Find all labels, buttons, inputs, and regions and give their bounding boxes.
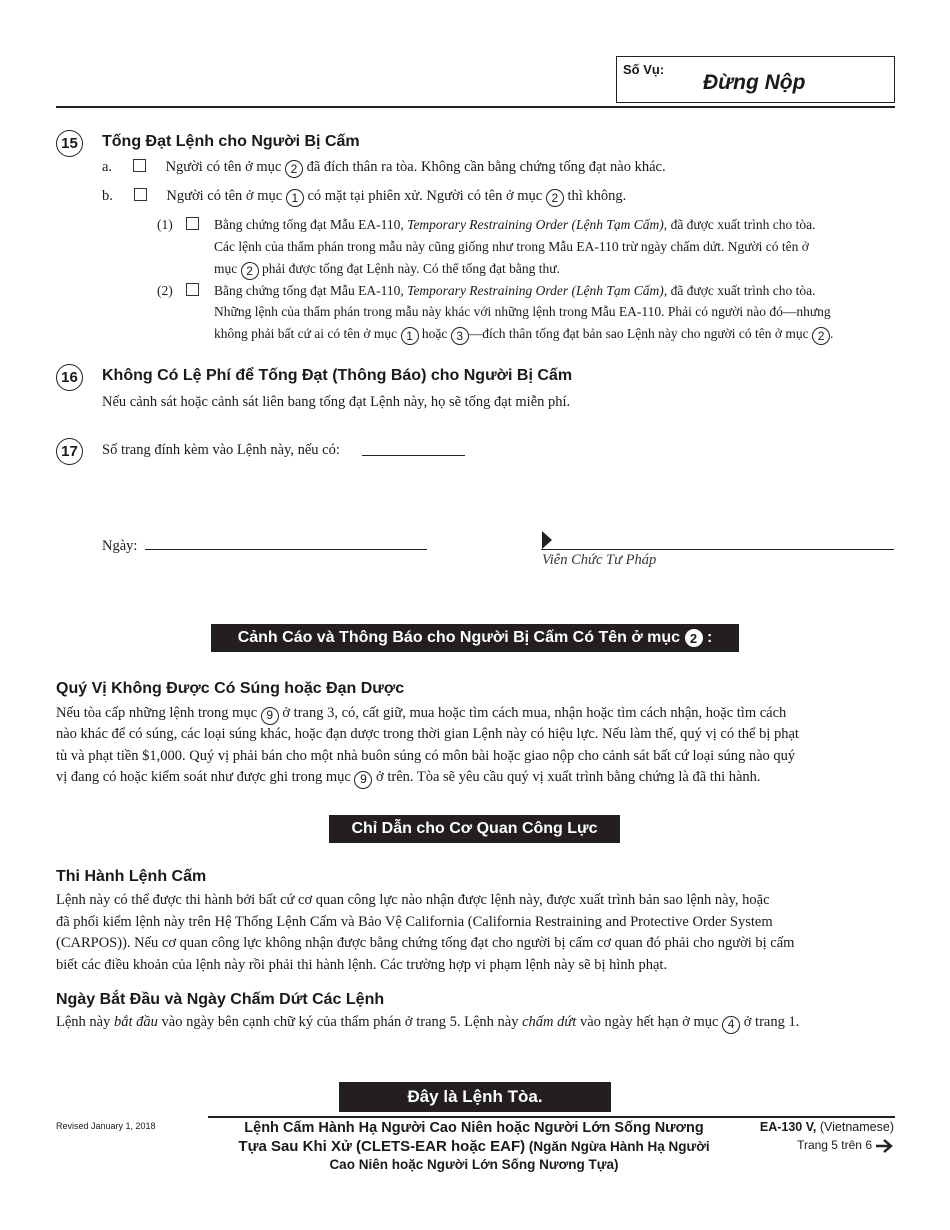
footer-form-title [204,1119,744,1175]
dates-text-c: vào ngày bên cạnh chữ ký của thẩm phán ở trang 5. Lệnh này [157,1014,523,1030]
enforcement-line-1: Lệnh này có thể được thi hành bởi bất cứ cơ quan công lực nào nhận được lệnh này, được xuất trình bản sao lệnh này, hoặc [56,892,770,908]
item-b1-text: Bằng chứng tống đạt Mẫu EA-110, [214,217,408,232]
section-17-number: 17 [56,438,83,465]
section-15-title: Tống Đạt Lệnh cho Người Bị Cấm [102,133,360,150]
item-b-text-cont: có mặt tại phiên xử. Người có tên ở mục [307,188,543,204]
date-field[interactable] [145,535,427,550]
item-b1-form-title: Temporary Restraining Order (Lệnh Tạm Cấm), [407,217,668,232]
section-17-label: Số trang đính kèm vào Lệnh này, nếu có: [102,442,340,458]
firearms-l4-text: vị đang có hoặc kiểm soát như được ghi trong mục [56,769,351,785]
item-a-text-cont: đã đích thân ra tòa. Không cần bằng chứng tống đạt nào khác. [306,159,666,175]
item-b2-line2: Những lệnh của thẩm phán trong mẫu này khác với những lệnh trong Mẫu EA-110. Phải có người nào đó—nhưng [214,304,831,319]
item-b2-text: Bằng chứng tống đạt Mẫu EA-110, [214,283,408,298]
footer-title-line-2-rest: (Ngăn Ngừa Hành Hạ Người [525,1138,710,1154]
revised-date: Revised January 1, 2018 [56,1121,156,1131]
section-ref-2: 2 [285,160,303,178]
signature-line[interactable] [541,548,894,550]
enforcement-line-3: (CARPOS)). Nếu cơ quan công lực không nhận được bằng chứng tống đạt cho người bị cấm cơ quan đó phải cho người bị cấm [56,935,795,951]
section-ref-2: 2 [685,629,703,647]
item-b2-number-row [157,283,199,299]
item-b1-number: (1) [157,217,173,232]
firearms-line-3: tù và phạt tiền $1,000. Quý vị phải bán cho một nhà buôn súng có môn bài hoặc giao nộp cho cảnh sát bất cứ loại súng nào quý [56,748,796,764]
attached-pages-field[interactable] [362,441,465,456]
dates-end-word: chấm dứt [522,1014,577,1030]
signature-arrow-icon [540,530,554,550]
enforcement-heading: Thi Hành Lệnh Cấm [56,868,207,885]
item-b2-form-title: Temporary Restraining Order (Lệnh Tạm Cấm) [407,283,664,298]
section-ref-2: 2 [241,262,259,280]
section-15b-line [102,188,626,207]
item-b1-text-cont: đã được xuất trình cho tòa. [667,217,816,232]
dates-text-e: vào ngày hết hạn ở mục [576,1014,719,1030]
form-number [748,1120,894,1134]
footer-title-line-3: Cao Niên hoặc Người Lớn Sống Nương Tựa) [329,1157,619,1172]
page-number: Trang 5 trên 6 [797,1138,872,1152]
item-b2-l3-text-cont: —đích thân tống đạt bản sao Lệnh này cho người có tên ở mục [468,326,809,341]
firearms-line-1 [56,703,786,725]
firearms-line-4 [56,767,761,789]
item-b2-line1 [214,283,815,299]
footer-divider [208,1116,895,1118]
enforcement-line-4: biết các điều khoản của lệnh này rồi phải thi hành lệnh. Các trường hợp vi phạm lệnh này sẽ bị hình phạt. [56,957,668,973]
item-b1-line1 [214,217,815,233]
date-label: Ngày: [102,538,138,554]
section-ref-4: 4 [722,1016,740,1034]
section-15a-line [102,159,666,178]
section-16-text: Nếu cảnh sát hoặc cảnh sát liên bang tống đạt Lệnh này, họ sẽ tống đạt miễn phí. [102,394,571,410]
item-a-letter: a. [102,159,113,175]
case-number-label: Số Vụ: [623,62,665,77]
enforcement-banner: Chỉ Dẫn cho Cơ Quan Công Lực [329,815,620,843]
section-ref-9: 9 [261,707,279,725]
item-a-text: Người có tên ở mục [165,159,282,175]
case-number-value[interactable]: Đừng Nộp [703,71,806,94]
enforcement-line-2: đã phối kiểm lệnh này trên Hệ Thống Lệnh Cấm và Bảo Vệ California (California Restraining and Protective Order System [56,914,773,930]
dates-text-f: ở trang 1. [743,1014,800,1030]
footer-title-line-1: Lệnh Cấm Hành Hạ Người Cao Niên hoặc Người Lớn Sống Nương [244,1120,704,1136]
item-b2-l3-period: . [830,326,834,341]
section-15-number: 15 [56,130,83,157]
warning-banner [211,624,739,652]
footer-title-line-2: Tựa Sau Khi Xử (CLETS-EAR hoặc EAF) [238,1137,526,1155]
section-ref-2: 2 [546,189,564,207]
section-16-number: 16 [56,364,83,391]
item-b-letter: b. [102,188,113,204]
item-b1-checkbox[interactable] [186,217,199,230]
section-ref-1: 1 [286,189,304,207]
court-order-banner: Đây là Lệnh Tòa. [339,1082,611,1112]
item-b2-l3-or: hoặc [421,326,448,341]
dates-text-a: Lệnh này [56,1014,114,1030]
item-b1-line2: Các lệnh của thẩm phán trong mẫu này cũng giống như trong Mẫu EA-110 trừ ngày chấm dứt. Người có tên ở [214,239,809,254]
section-ref-3: 3 [451,327,469,345]
item-b2-checkbox[interactable] [186,283,199,296]
firearms-l1-text-cont: ở trang 3, có, cất giữ, mua hoặc tìm cách mua, nhận hoặc tìm cách nhận, hoặc tìm cách [282,705,787,721]
item-b-checkbox[interactable] [134,188,147,201]
form-number-code: EA-130 V, [759,1120,817,1134]
header-divider [56,106,895,108]
firearms-l1-text: Nếu tòa cấp những lệnh trong mục [56,705,258,721]
item-b2-l3-text: không phải bất cứ ai có tên ở mục [214,326,398,341]
firearms-line-2: nào khác để có súng, các loại súng khác, hoặc đạn dược trong thời gian Lệnh này có hiệu lực. Nếu làm thế, quý vị có thể bị phạt [56,726,799,742]
dates-heading: Ngày Bắt Đầu và Ngày Chấm Dứt Các Lệnh [56,991,385,1008]
item-b1-line3 [214,261,560,280]
item-b1-l3-text-cont: phải được tống đạt Lệnh này. Có thể tống đạt bằng thư. [262,261,560,276]
item-b1-l3-text: mục [214,261,238,276]
case-number-box [616,56,895,103]
section-ref-9: 9 [354,771,372,789]
form-language: (Vietnamese) [816,1120,894,1134]
section-ref-1: 1 [401,327,419,345]
dates-start-word: bắt đầu [113,1014,158,1030]
item-b2-text-cont: , đã được xuất trình cho tòa. [663,283,816,298]
next-page-arrow-icon[interactable] [874,1138,894,1154]
section-ref-2: 2 [812,327,830,345]
warning-banner-text: Cảnh Cáo và Thông Báo cho Người Bị Cấm Có Tên ở mục [237,629,681,646]
item-b-text: Người có tên ở mục [166,188,283,204]
item-b-text-end: thì không. [567,188,627,204]
warning-banner-colon: : [706,629,713,646]
item-b2-line3 [214,326,833,345]
dates-text [56,1012,799,1034]
item-a-checkbox[interactable] [133,159,146,172]
section-16-title: Không Có Lệ Phí để Tống Đạt (Thông Báo) cho Người Bị Cấm [102,367,573,384]
firearms-l4-text-cont: ở trên. Tòa sẽ yêu cầu quý vị xuất trình bằng chứng là đã thi hành. [376,769,761,785]
item-b1-number-row [157,217,199,233]
item-b2-number: (2) [157,283,173,298]
firearms-heading: Quý Vị Không Được Có Súng hoặc Đạn Dược [56,680,405,697]
judicial-officer-label: Viên Chức Tư Pháp [542,552,657,568]
